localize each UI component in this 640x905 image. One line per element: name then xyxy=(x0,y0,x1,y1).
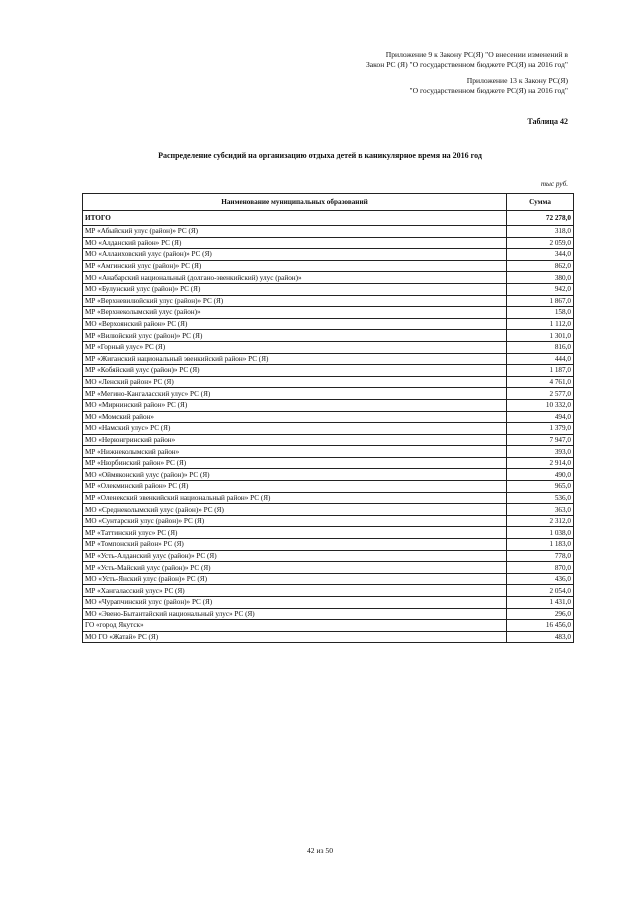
table-row xyxy=(83,527,574,539)
table-row xyxy=(83,260,574,272)
municipality-name: МР «Горный улус» РС (Я) xyxy=(83,341,507,353)
subsidy-amount: 363,0 xyxy=(507,504,574,516)
municipality-name: МР «Нижнеколымский район» xyxy=(83,446,507,458)
subsidy-amount: 483,0 xyxy=(507,631,574,643)
total-row xyxy=(83,211,574,226)
table-row xyxy=(83,423,574,435)
subsidy-table xyxy=(82,193,574,643)
subsidy-amount: 490,0 xyxy=(507,469,574,481)
municipality-name: МО «Эвено-Бытантайский национальный улус» РС (Я) xyxy=(83,608,507,620)
subsidy-amount: 16 456,0 xyxy=(507,620,574,632)
subsidy-amount: 2 577,0 xyxy=(507,388,574,400)
municipality-name: МР «Верхневилюйский улус (район)» РС (Я) xyxy=(83,295,507,307)
table-row xyxy=(83,365,574,377)
table-row xyxy=(83,283,574,295)
subsidy-amount: 1 379,0 xyxy=(507,423,574,435)
subsidy-amount: 444,0 xyxy=(507,353,574,365)
municipality-name: МР «Томпонский район» РС (Я) xyxy=(83,539,507,551)
table-row xyxy=(83,492,574,504)
subsidy-amount: 816,0 xyxy=(507,341,574,353)
subsidy-amount: 2 054,0 xyxy=(507,585,574,597)
table-row xyxy=(83,434,574,446)
municipality-name: МО «Усть-Янский улус (район)» РС (Я) xyxy=(83,573,507,585)
table-row xyxy=(83,376,574,388)
subsidy-amount: 965,0 xyxy=(507,481,574,493)
document-title: Распределение субсидий на организацию отдыха детей в каникулярное время на 2016 год xyxy=(158,151,482,160)
subsidy-amount: 2 059,0 xyxy=(507,237,574,249)
municipality-name: МР «Вилюйский улус (район)» РС (Я) xyxy=(83,330,507,342)
subsidy-amount: 7 947,0 xyxy=(507,434,574,446)
subsidy-amount: 1 187,0 xyxy=(507,365,574,377)
municipality-name: МО ГО «Жатай» РС (Я) xyxy=(83,631,507,643)
page-number: 42 из 50 xyxy=(306,846,334,855)
subsidy-amount: 10 332,0 xyxy=(507,399,574,411)
municipality-name: МО «Булунский улус (район)» РС (Я) xyxy=(83,283,507,295)
subsidy-amount: 494,0 xyxy=(507,411,574,423)
annex-13-reference xyxy=(409,76,568,96)
subsidy-amount: 436,0 xyxy=(507,573,574,585)
subsidy-amount: 393,0 xyxy=(507,446,574,458)
subsidy-amount: 536,0 xyxy=(507,492,574,504)
table-row xyxy=(83,631,574,643)
municipality-name: МР «Оленекский эвенкийский национальный район» РС (Я) xyxy=(83,492,507,504)
annex-9-line-2: Закон РС (Я) "О государственном бюджете РС(Я) на 2016 год" xyxy=(365,60,568,69)
subsidy-amount: 2 312,0 xyxy=(507,515,574,527)
table-row xyxy=(83,539,574,551)
municipality-name: МО «Аллаиховский улус (район)» РС (Я) xyxy=(83,249,507,261)
municipality-name: МР «Хангаласский улус» РС (Я) xyxy=(83,585,507,597)
table-row xyxy=(83,608,574,620)
table-row xyxy=(83,620,574,632)
total-value: 72 278,0 xyxy=(507,211,574,226)
table-row xyxy=(83,550,574,562)
subsidy-amount: 2 914,0 xyxy=(507,457,574,469)
table-row xyxy=(83,585,574,597)
table-row xyxy=(83,562,574,574)
subsidy-amount: 1 301,0 xyxy=(507,330,574,342)
subsidy-amount: 296,0 xyxy=(507,608,574,620)
annex-13-line-1: Приложение 13 к Закону РС(Я) xyxy=(466,76,568,85)
table-row xyxy=(83,307,574,319)
table-row xyxy=(83,318,574,330)
table-row xyxy=(83,515,574,527)
municipality-name: МР «Усть-Майский улус (район)» РС (Я) xyxy=(83,562,507,574)
municipality-name: МО «Ленский район» РС (Я) xyxy=(83,376,507,388)
municipality-name: МО «Сунтарский улус (район)» РС (Я) xyxy=(83,515,507,527)
annex-9-line-1: Приложение 9 к Закону РС(Я) "О внесении изменений в xyxy=(385,50,568,59)
municipality-name: МР «Амгинский улус (район)» РС (Я) xyxy=(83,260,507,272)
subsidy-amount: 380,0 xyxy=(507,272,574,284)
municipality-name: МР «Усть-Алданский улус (район)» РС (Я) xyxy=(83,550,507,562)
subsidy-amount: 4 761,0 xyxy=(507,376,574,388)
municipality-name: МО «Чурапчинский улус (район)» РС (Я) xyxy=(83,597,507,609)
table-row xyxy=(83,446,574,458)
municipality-name: МР «Кобяйский улус (район)» РС (Я) xyxy=(83,365,507,377)
subsidy-amount: 1 112,0 xyxy=(507,318,574,330)
table-row xyxy=(83,481,574,493)
subsidy-amount: 1 431,0 xyxy=(507,597,574,609)
municipality-name: МО «Мирнинский район» РС (Я) xyxy=(83,399,507,411)
table-row xyxy=(83,249,574,261)
table-row xyxy=(83,226,574,238)
table-row xyxy=(83,504,574,516)
table-row xyxy=(83,388,574,400)
subsidy-amount: 942,0 xyxy=(507,283,574,295)
annex-13-line-2: "О государственном бюджете РС(Я) на 2016 год" xyxy=(409,86,568,95)
table-row xyxy=(83,237,574,249)
units-label: тыс руб. xyxy=(540,180,568,188)
subsidy-amount: 318,0 xyxy=(507,226,574,238)
total-label: ИТОГО xyxy=(83,211,507,226)
municipality-name: МО «Анабарский национальный (долгано-эвенкийский) улус (район)» xyxy=(83,272,507,284)
municipality-name: МР «Таттинский улус» РС (Я) xyxy=(83,527,507,539)
column-header-sum: Сумма xyxy=(507,194,574,211)
municipality-name: МР «Олекминский район» РС (Я) xyxy=(83,481,507,493)
table-row xyxy=(83,457,574,469)
municipality-name: МО «Алданский район» РС (Я) xyxy=(83,237,507,249)
table-row xyxy=(83,330,574,342)
municipality-name: МО «Среднеколымский улус (район)» РС (Я) xyxy=(83,504,507,516)
table-row xyxy=(83,295,574,307)
table-row xyxy=(83,399,574,411)
municipality-name: МО «Намский улус» РС (Я) xyxy=(83,423,507,435)
municipality-name: МР «Мегино-Кангаласский улус» РС (Я) xyxy=(83,388,507,400)
subsidy-amount: 862,0 xyxy=(507,260,574,272)
municipality-name: МО «Верхоянский район» РС (Я) xyxy=(83,318,507,330)
municipality-name: МО «Момский район» xyxy=(83,411,507,423)
annex-9-reference xyxy=(366,50,568,70)
table-row xyxy=(83,573,574,585)
column-header-name: Наименование муниципальных образований xyxy=(83,194,507,211)
subsidy-amount: 870,0 xyxy=(507,562,574,574)
subsidy-amount: 1 183,0 xyxy=(507,539,574,551)
municipality-name: МР «Нюрбинский район» РС (Я) xyxy=(83,457,507,469)
table-row xyxy=(83,469,574,481)
table-row xyxy=(83,353,574,365)
table-row xyxy=(83,272,574,284)
table-header-row xyxy=(83,194,574,211)
municipality-name: МР «Абыйский улус (район)» РС (Я) xyxy=(83,226,507,238)
subsidy-amount: 158,0 xyxy=(507,307,574,319)
municipality-name: МР «Верхнеколымский улус (район)» xyxy=(83,307,507,319)
subsidy-amount: 778,0 xyxy=(507,550,574,562)
subsidy-amount: 1 038,0 xyxy=(507,527,574,539)
municipality-name: МР «Жиганский национальный эвенкийский район» РС (Я) xyxy=(83,353,507,365)
subsidy-amount: 1 867,0 xyxy=(507,295,574,307)
municipality-name: МО «Нерюнгринский район» xyxy=(83,434,507,446)
subsidy-amount: 344,0 xyxy=(507,249,574,261)
table-row xyxy=(83,341,574,353)
table-row xyxy=(83,597,574,609)
table-number: Таблица 42 xyxy=(527,117,568,126)
municipality-name: МО «Оймяконский улус (район)» РС (Я) xyxy=(83,469,507,481)
table-row xyxy=(83,411,574,423)
municipality-name: ГО «город Якутск» xyxy=(83,620,507,632)
